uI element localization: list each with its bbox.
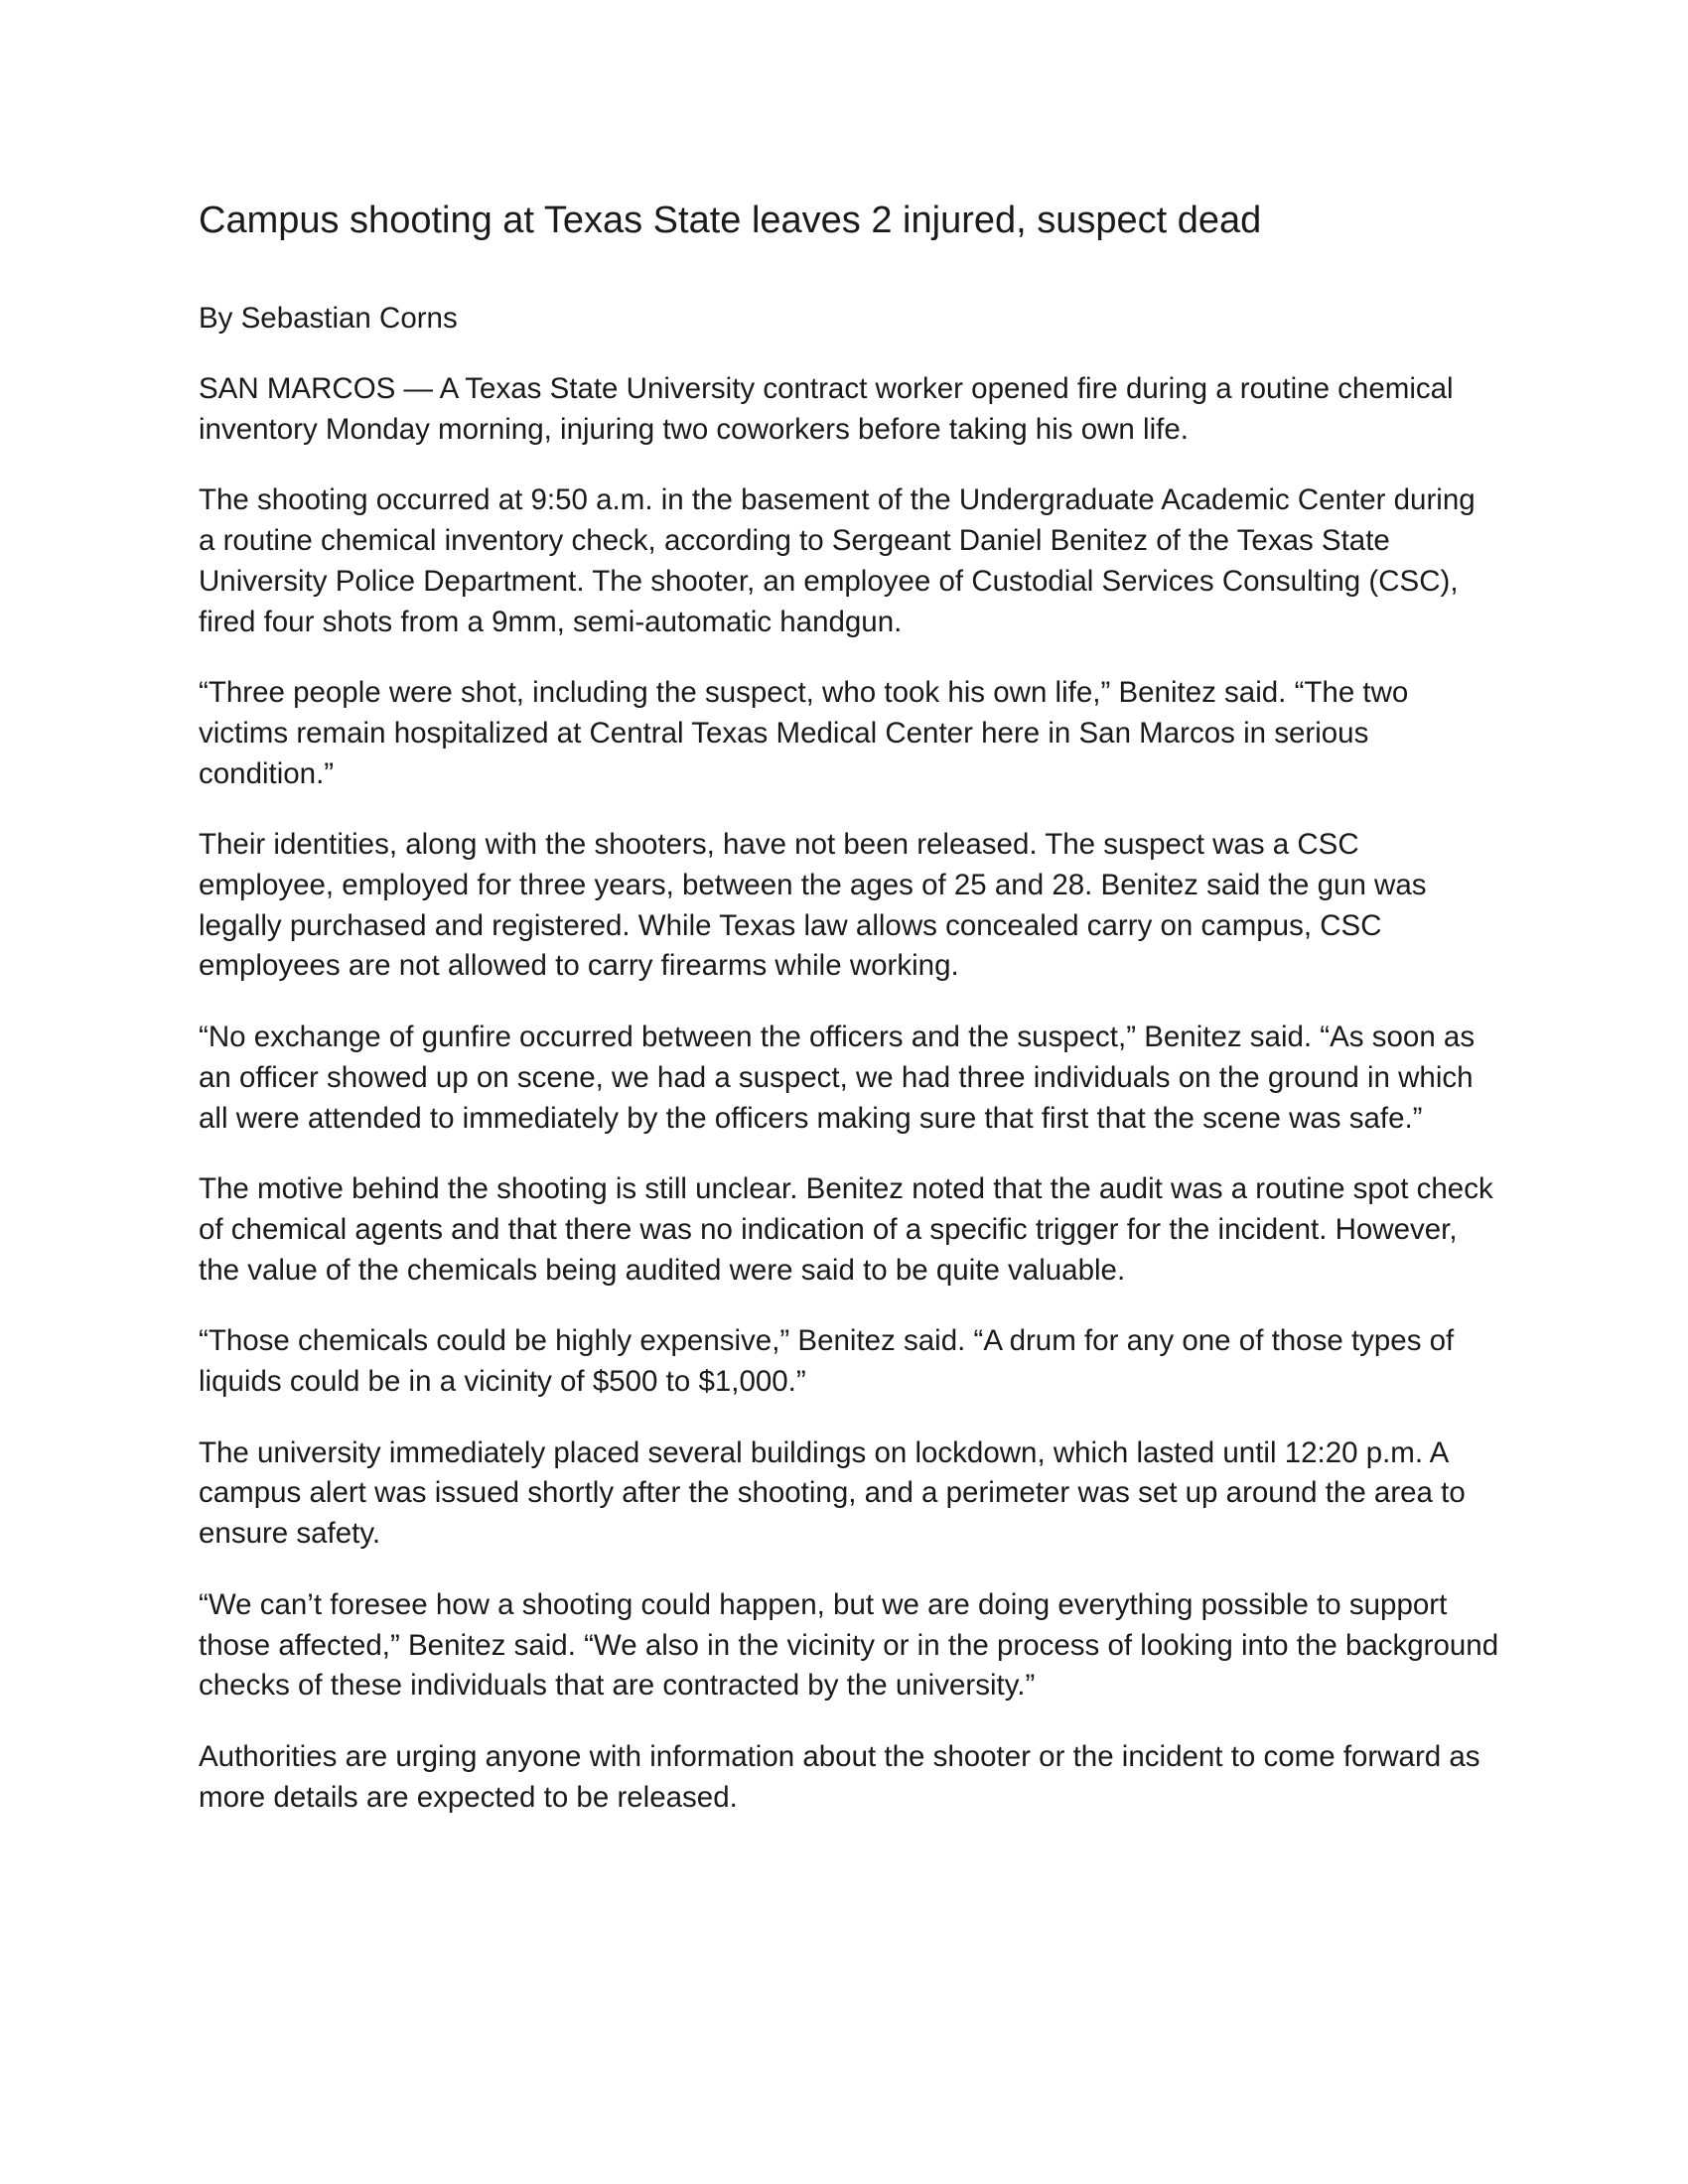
article-paragraph: The university immediately placed several buildings on lockdown, which lasted until 12:20 p.m. A campus alert was issued shortly after the shooting, and a perimeter was set up around the area to ensure safety. <box>199 1435 1466 1551</box>
article-paragraph: “No exchange of gunfire occurred between the officers and the suspect,” Benitez said. “As soon as an officer showed up on scene, we had a suspect, we had three individuals on the ground in which all were attended to immediately by the officers making sure that first that the scene was safe.” <box>199 1021 1476 1135</box>
article-paragraph: Authorities are urging anyone with information about the shooter or the incident to come forward as more details are expected to be released. <box>199 1739 1480 1814</box>
document-page <box>199 195 1499 1818</box>
article-paragraph: SAN MARCOS — A Texas State University contract worker opened fire during a routine chemical inventory Monday morning, injuring two coworkers before taking his own life. <box>199 372 1454 446</box>
article-headline: Campus shooting at Texas State leaves 2 injured, suspect dead <box>199 200 1262 241</box>
article-paragraph: “Three people were shot, including the suspect, who took his own life,” Benitez said. “The two victims remain hospitalized at Central Texas Medical Center here in San Marcos in serious condition.” <box>199 676 1409 790</box>
article-paragraph: Their identities, along with the shooters, have not been released. The suspect was a CSC employee, employed for three years, between the ages of 25 and 28. Benitez said the gun was legally purchased and registered. While Texas law allows concealed carry on campus, CSC employees are not allowed to carry firearms while working. <box>199 828 1427 983</box>
article-paragraph: “We can’t foresee how a shooting could happen, but we are doing everything possible to support those affected,” Benitez said. “We also in the vicinity or in the process of looking into the background checks of these individuals that are contracted by the university.” <box>199 1587 1499 1703</box>
article-paragraph: “Those chemicals could be highly expensive,” Benitez said. “A drum for any one of those types of liquids could be in a vicinity of $500 to $1,000.” <box>199 1324 1455 1399</box>
article-paragraph: The shooting occurred at 9:50 a.m. in the basement of the Undergraduate Academic Center during a routine chemical inventory check, according to Sergeant Daniel Benitez of the Texas State University Police Department. The shooter, an employee of Custodial Services Consulting (CSC), fired four shots from a 9mm, semi-automatic handgun. <box>199 483 1476 638</box>
article-byline: By Sebastian Corns <box>199 302 458 335</box>
article-paragraph: The motive behind the shooting is still unclear. Benitez noted that the audit was a routine spot check of chemical agents and that there was no indication of a specific trigger for the incident. However, the value of the chemicals being audited were said to be quite valuable. <box>199 1172 1493 1287</box>
